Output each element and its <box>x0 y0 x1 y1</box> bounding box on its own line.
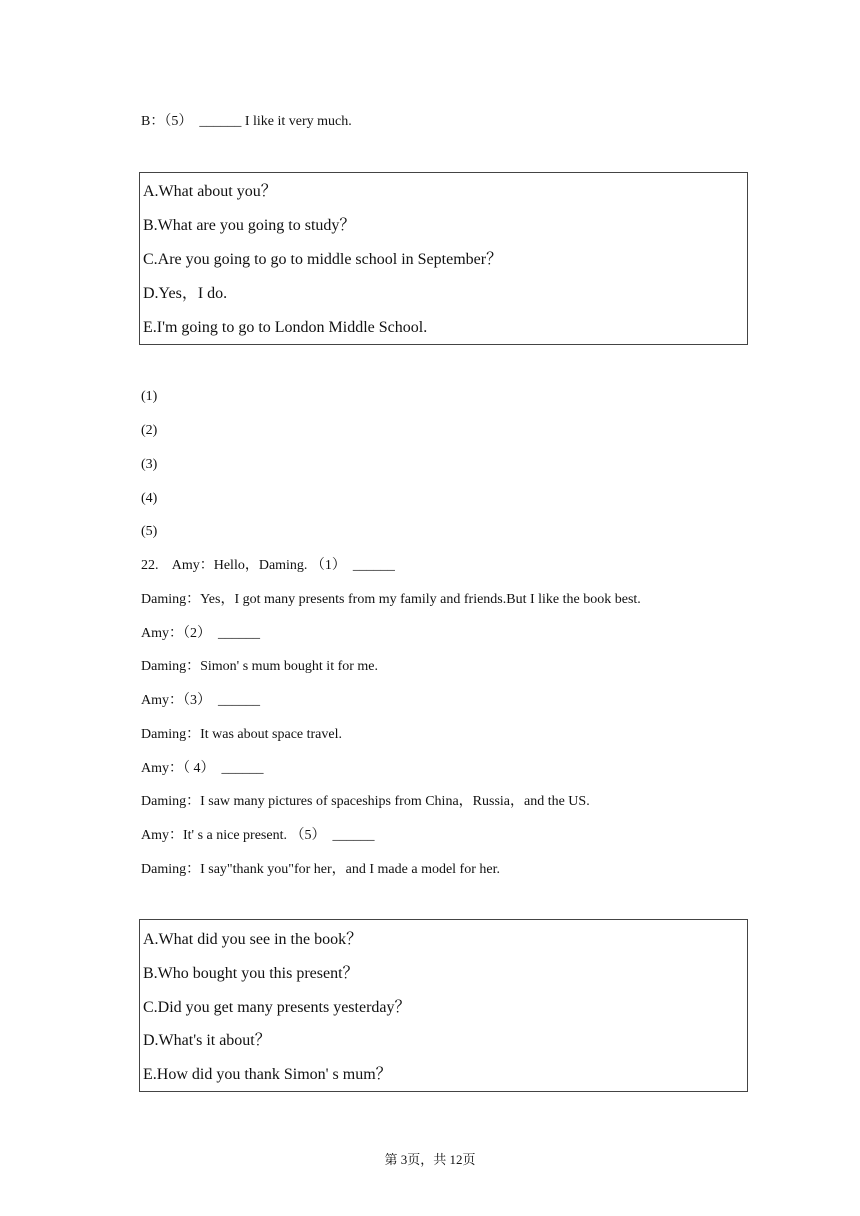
page-footer: 第 3页，共 12页 <box>384 1152 476 1167</box>
option-d: D.Yes，I do. <box>143 285 228 302</box>
option-c: C.Are you going to go to middle school in September？ <box>143 251 503 268</box>
dialogue-line: Amy：（2） ______ <box>141 626 260 641</box>
answer-slot-5: (5) <box>141 524 158 539</box>
option-d: D.What's it about？ <box>143 1032 271 1049</box>
option-a: A.What did you see in the book？ <box>143 931 363 948</box>
dialogue-line: Daming：Simon' s mum bought it for me. <box>141 659 379 674</box>
option-a: A.What about you？ <box>143 183 277 200</box>
dialogue-line: Amy：It' s a nice present. （5） ______ <box>141 828 375 843</box>
dialogue-line: Daming：I saw many pictures of spaceships from China，Russia，and the US. <box>141 794 590 809</box>
question-22-heading: 22. Amy：Hello，Daming. （1） ______ <box>141 558 395 573</box>
dialogue-line: Daming：I say"thank you"for her，and I made a model for her. <box>141 862 500 877</box>
option-e: E.I'm going to go to London Middle School. <box>143 319 428 336</box>
dialogue-line: Daming：Yes，I got many presents from my family and friends.But I like the book best. <box>141 592 641 607</box>
answer-slot-1: (1) <box>141 389 158 404</box>
option-b: B.Who bought you this present？ <box>143 965 359 982</box>
dialogue-line: Amy：（3） ______ <box>141 693 260 708</box>
option-e: E.How did you thank Simon' s mum？ <box>143 1066 392 1083</box>
option-c: C.Did you get many presents yesterday？ <box>143 999 411 1016</box>
option-b: B.What are you going to study？ <box>143 217 356 234</box>
dialogue-line: Amy：（ 4） ______ <box>141 761 264 776</box>
options-box <box>139 172 748 345</box>
answer-slot-2: (2) <box>141 423 158 438</box>
answer-slot-4: (4) <box>141 491 158 506</box>
dialogue-line: Daming：It was about space travel. <box>141 727 342 742</box>
dialogue-line: B：（5） ______ I like it very much. <box>141 114 352 129</box>
options-box <box>139 919 748 1092</box>
answer-slot-3: (3) <box>141 457 158 472</box>
